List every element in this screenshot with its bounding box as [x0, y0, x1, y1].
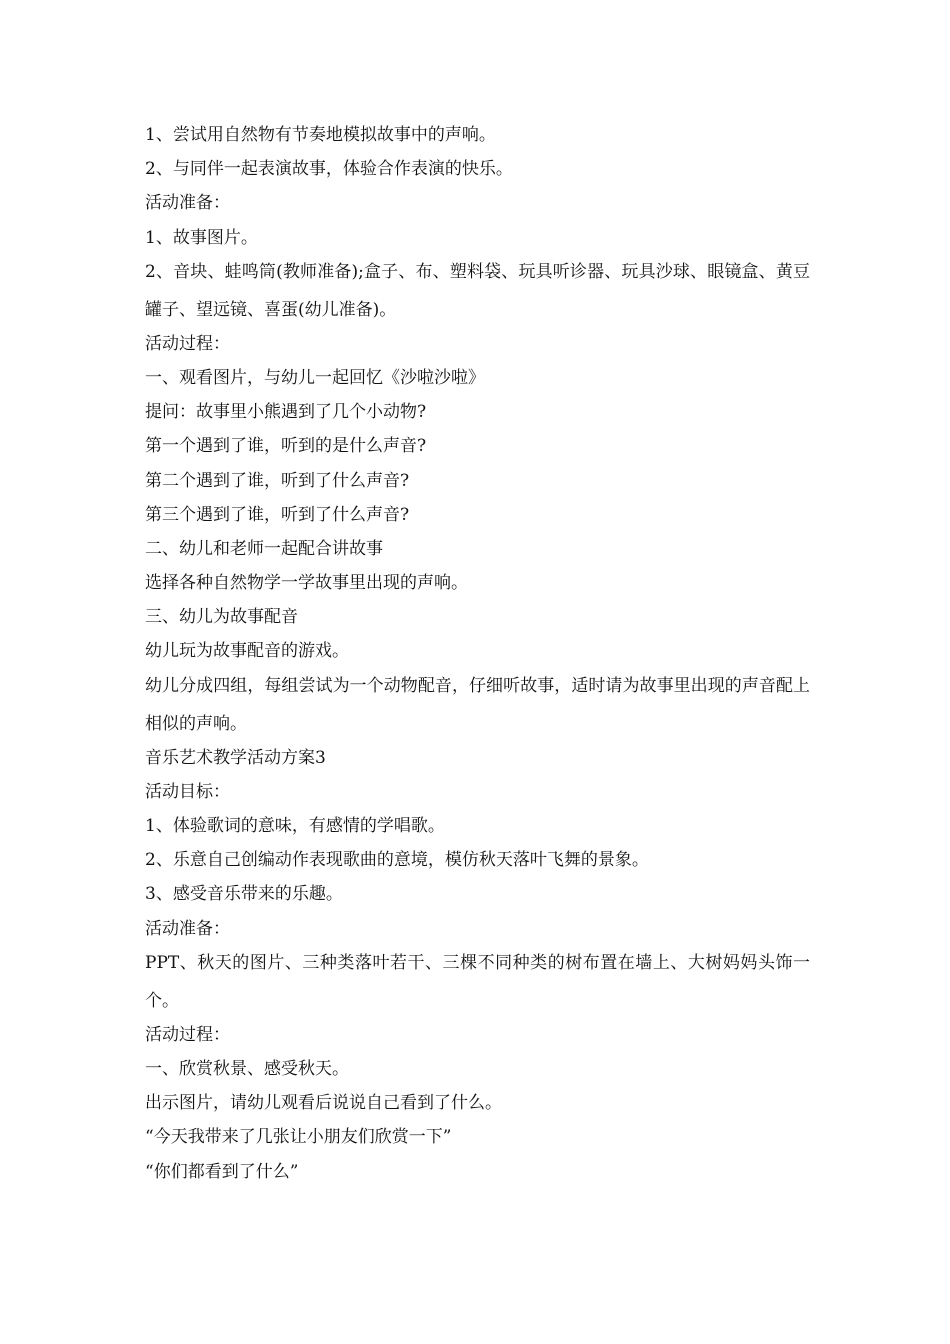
- paragraph-step-3-1: 一、欣赏秋景、感受秋天。: [145, 1058, 349, 1079]
- paragraph-step-3-groups: 幼儿分成四组，每组尝试为一个动物配音，仔细听故事，适时请为故事里出现的声音配上相似的声响。: [145, 675, 810, 734]
- paragraph-step-3-detail: 幼儿玩为故事配音的游戏。: [145, 641, 349, 662]
- paragraph-step-2: 二、幼儿和老师一起配合讲故事: [145, 538, 383, 559]
- paragraph-question-2: 第二个遇到了谁，听到了什么声音?: [145, 470, 410, 491]
- paragraph-goal-1: 1、尝试用自然物有节奏地模拟故事中的声响。: [145, 125, 496, 145]
- paragraph-goal-2: 2、与同伴一起表演故事，体验合作表演的快乐。: [145, 159, 513, 180]
- paragraph-question-1: 第一个遇到了谁，听到的是什么声音?: [145, 436, 427, 457]
- paragraph-goal-3-3: 3、感受音乐带来的乐趣。: [145, 884, 343, 905]
- paragraph-quote-1: “今天我带来了几张让小朋友们欣赏一下”: [145, 1127, 452, 1148]
- paragraph-prep-3: PPT、秋天的图片、三种类落叶若干、三棵不同种类的树布置在墙上、大树妈妈头饰一个。: [145, 952, 810, 1011]
- paragraph-goal-3-1: 1、体验歌词的意味，有感情的学唱歌。: [145, 816, 445, 836]
- paragraph-prep-1: 1、故事图片。: [145, 227, 258, 248]
- paragraph-goal-3-2: 2、乐意自己创编动作表现歌曲的意境，模仿秋天落叶飞舞的景象。: [145, 850, 649, 871]
- heading-process-3: 活动过程：: [145, 1024, 230, 1045]
- document-body: [145, 118, 810, 1189]
- heading-process: 活动过程：: [145, 333, 230, 354]
- paragraph-prep-2: 2、音块、蛙鸣筒(教师准备);盒子、布、塑料袋、玩具听诊器、玩具沙球、眼镜盒、黄豆罐子、望远镜、喜蛋(幼儿准备)。: [145, 261, 810, 320]
- paragraph-quote-2: “你们都看到了什么”: [145, 1161, 299, 1182]
- paragraph-question-3: 第三个遇到了谁，听到了什么声音?: [145, 504, 410, 525]
- paragraph-step-3-1-detail: 出示图片，请幼儿观看后说说自己看到了什么。: [145, 1093, 502, 1114]
- paragraph-question: 提问：故事里小熊遇到了几个小动物?: [145, 402, 427, 423]
- heading-preparation: 活动准备：: [145, 193, 230, 214]
- paragraph-step-1: 一、观看图片，与幼儿一起回忆《沙啦沙啦》: [145, 367, 485, 388]
- heading-preparation-3: 活动准备：: [145, 918, 230, 939]
- paragraph-step-3: 三、幼儿为故事配音: [145, 607, 298, 628]
- section-title-plan-3: 音乐艺术教学活动方案3: [145, 747, 326, 768]
- heading-goals: 活动目标：: [145, 781, 230, 802]
- paragraph-step-2-detail: 选择各种自然物学一学故事里出现的声响。: [145, 573, 468, 594]
